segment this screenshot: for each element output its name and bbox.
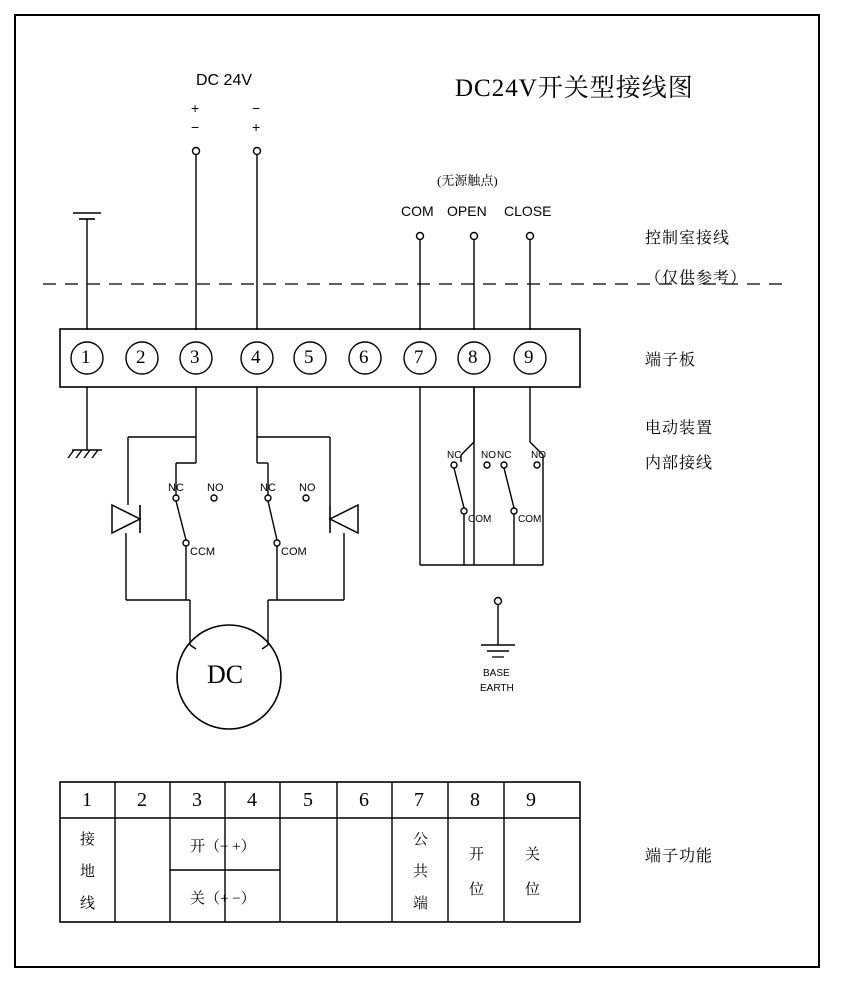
side-label-control-room-note: （仅供参考） <box>645 270 748 287</box>
power-label: DC 24V <box>196 72 253 89</box>
table-cell-9-char1: 关 <box>525 847 541 863</box>
contact-label-open: OPEN <box>447 203 487 219</box>
contact-label-close: CLOSE <box>504 203 552 219</box>
side-label-terminal-function: 端子功能 <box>645 848 714 865</box>
table-header-7: 7 <box>414 789 424 811</box>
table-cell-1-char3: 线 <box>80 896 96 912</box>
table-header-5: 5 <box>303 789 313 811</box>
terminal-number-5: 5 <box>304 347 314 368</box>
terminal-number-1: 1 <box>81 347 91 368</box>
terminal-number-3: 3 <box>190 347 200 368</box>
right-switch-nc-label: NC <box>260 482 276 494</box>
power-right-minus: − <box>252 100 261 116</box>
table-cell-7-char3: 端 <box>413 896 429 912</box>
table-cell-8-char1: 开 <box>469 847 485 863</box>
relay-b-com-label: COM <box>518 514 542 525</box>
table-cell-1-char2: 地 <box>80 864 96 880</box>
base-earth-line1: BASE <box>483 668 510 679</box>
table-header-4: 4 <box>247 789 257 811</box>
relay-a-nc-label: NC <box>447 450 462 461</box>
table-header-2: 2 <box>137 789 147 811</box>
relay-a-no-label: NO <box>481 450 496 461</box>
table-cell-34-close: 关（+ −） <box>190 891 256 907</box>
diagram-title: DC24V开关型接线图 <box>455 75 694 102</box>
side-label-terminal-board: 端子板 <box>645 352 697 369</box>
table-cell-8-char2: 位 <box>469 882 485 898</box>
terminal-number-9: 9 <box>524 347 534 368</box>
terminal-number-2: 2 <box>136 347 146 368</box>
power-right-plus: + <box>252 119 261 135</box>
side-label-actuator: 电动装置 <box>645 420 714 437</box>
terminal-number-8: 8 <box>468 347 478 368</box>
power-left-plus: + <box>191 100 200 116</box>
table-cell-34-open: 开（− +） <box>190 839 256 855</box>
right-switch-com-label: COM <box>281 546 307 558</box>
power-left-minus: − <box>191 119 200 135</box>
table-header-9: 9 <box>526 789 536 811</box>
base-earth-line2: EARTH <box>480 683 514 694</box>
terminal-number-4: 4 <box>251 347 261 368</box>
table-cell-7-char1: 公 <box>413 832 429 848</box>
table-header-8: 8 <box>470 789 480 811</box>
table-header-6: 6 <box>359 789 369 811</box>
terminal-number-7: 7 <box>414 347 424 368</box>
table-cell-9-char2: 位 <box>525 882 541 898</box>
relay-b-nc-label: NC <box>497 450 512 461</box>
motor-label: DC <box>207 660 244 689</box>
left-switch-no-label: NO <box>207 482 224 494</box>
side-label-control-room: 控制室接线 <box>645 230 731 247</box>
right-switch-no-label: NO <box>299 482 316 494</box>
left-switch-com-label: CCM <box>190 546 216 558</box>
relay-a-com-label: COM <box>468 514 492 525</box>
relay-b-no-label: NO <box>531 450 546 461</box>
table-header-1: 1 <box>82 789 92 811</box>
left-switch-nc-label: NC <box>168 482 184 494</box>
table-cell-1-char1: 接 <box>80 832 96 848</box>
table-header-3: 3 <box>192 789 202 811</box>
side-label-actuator-internal: 内部接线 <box>645 455 714 472</box>
table-cell-7-char2: 共 <box>413 864 429 880</box>
passive-contact-note: (无源触点) <box>437 173 498 188</box>
terminal-number-6: 6 <box>359 347 369 368</box>
contact-label-com: COM <box>401 203 434 219</box>
